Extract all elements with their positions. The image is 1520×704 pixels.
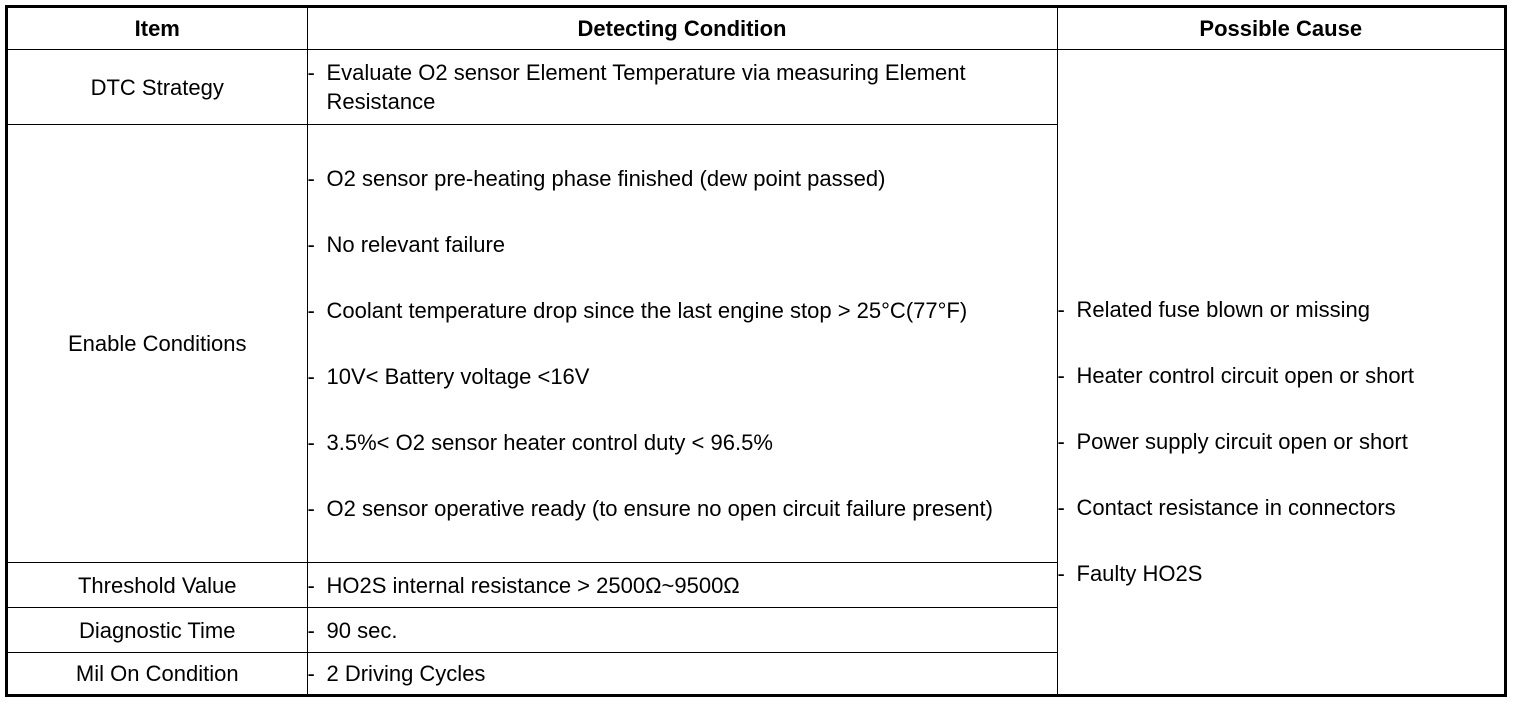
header-detecting-condition: Detecting Condition [307,8,1057,50]
dtc-detecting-table [8,8,1504,695]
condition-text: 90 sec. [326,617,398,643]
bullet-dash: - [307,617,315,643]
bullet-dash: - [307,430,315,455]
cause-text: Heater control circuit open or short [1076,363,1414,388]
condition-text: O2 sensor pre-heating phase finished (dew point passed) [326,166,886,191]
list-item [308,571,1057,600]
bullet-dash: - [307,496,315,521]
row-dtc-strategy [8,50,1504,125]
condition-text: HO2S internal resistance > 2500Ω~9500Ω [326,572,740,598]
list-item [308,230,1057,259]
condition-diagnostic-time [307,608,1057,653]
cause-text: Related fuse blown or missing [1076,297,1370,322]
header-possible-cause: Possible Cause [1057,8,1504,50]
condition-text: O2 sensor operative ready (to ensure no open circuit failure present) [326,496,993,521]
condition-text: 10V< Battery voltage <16V [326,364,590,389]
list-item [308,616,1057,645]
condition-dtc-strategy [307,50,1057,125]
item-diagnostic-time: Diagnostic Time [8,608,307,653]
bullet-dash: - [307,60,315,85]
item-enable-conditions: Enable Conditions [8,125,307,563]
item-dtc-strategy: DTC Strategy [8,50,307,125]
list-item [308,659,1057,688]
list-item [1058,559,1505,588]
list-item [308,58,1057,116]
bullet-dash: - [307,572,315,598]
list-item [1058,427,1505,456]
condition-threshold-value [307,563,1057,608]
cause-text: Power supply circuit open or short [1076,429,1408,454]
bullet-dash: - [307,232,315,257]
header-row [8,8,1504,50]
list-item [1058,295,1505,324]
condition-text: Evaluate O2 sensor Element Temperature via measuring Element Resistance [326,60,966,114]
bullet-dash: - [307,364,315,389]
list-item [1058,493,1505,522]
bullet-dash: - [1057,297,1065,322]
bullet-dash: - [307,661,315,687]
bullet-dash: - [307,166,315,191]
list-item [308,296,1057,325]
enable-conditions-list [308,164,1057,523]
list-item [1058,361,1505,390]
bullet-dash: - [307,298,315,323]
bullet-dash: - [1057,495,1065,520]
bullet-dash: - [1057,429,1065,454]
list-item [308,494,1057,523]
dtc-table-frame [5,5,1507,697]
item-threshold-value: Threshold Value [8,563,307,608]
condition-text: No relevant failure [326,232,506,257]
cause-text: Contact resistance in connectors [1076,495,1396,520]
bullet-dash: - [1057,363,1065,388]
possible-cause-list [1058,119,1505,588]
item-mil-on-condition: Mil On Condition [8,653,307,695]
condition-enable-conditions [307,125,1057,563]
list-item [308,164,1057,193]
list-item [308,428,1057,457]
condition-text: 3.5%< O2 sensor heater control duty < 96.5% [326,430,773,455]
condition-text: 2 Driving Cycles [326,661,486,687]
condition-text: Coolant temperature drop since the last engine stop > 25°C(77°F) [326,298,968,323]
list-item [308,362,1057,391]
condition-mil-on-condition [307,653,1057,695]
header-item: Item [8,8,307,50]
possible-cause-cell [1057,50,1504,695]
cause-text: Faulty HO2S [1076,561,1203,586]
bullet-dash: - [1057,561,1065,586]
